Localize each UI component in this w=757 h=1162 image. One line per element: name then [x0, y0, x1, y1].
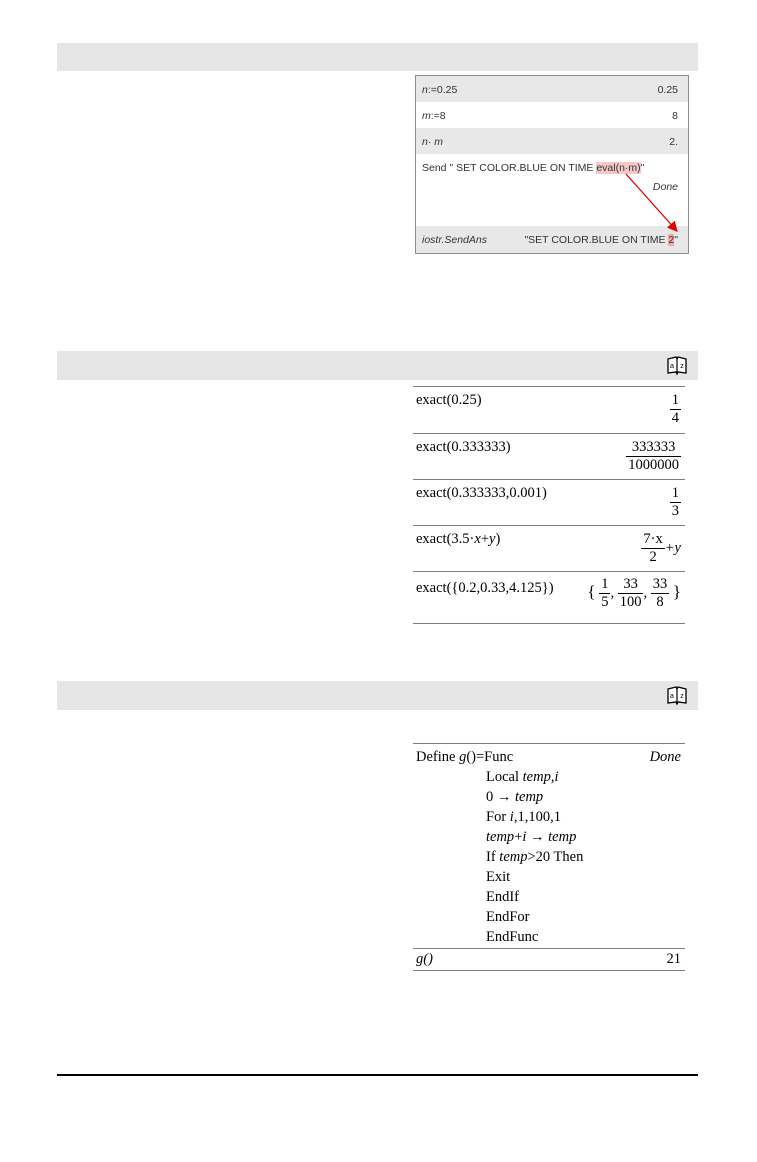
math-result: { $\frac{1}{5}$ , $\frac{33}{100}$ , $\frac{33}{8}$ } — [587, 576, 681, 610]
math-result: $\frac{1}{4}$ — [671, 392, 679, 426]
define-line: Define g()=Func — [416, 749, 514, 765]
table-row — [413, 571, 685, 624]
annotation-arrow — [416, 76, 688, 253]
define-result: Done — [649, 749, 681, 765]
calc-input: n:=0.25 — [422, 84, 458, 96]
call-result: 21 — [666, 951, 681, 967]
code-line: EndFor — [486, 909, 530, 925]
table-row — [413, 433, 685, 480]
math-result: $\frac{1}{3}$ — [671, 485, 679, 519]
math-result: $\frac{333333}{1000000}$ — [628, 439, 679, 473]
math-input: exact(0.333333) — [416, 439, 511, 455]
svg-text:a: a — [670, 363, 674, 370]
code-line: EndFunc — [486, 929, 539, 945]
calc-result: 0.25 — [657, 84, 678, 96]
math-input: exact({0.2,0.33,4.125}) — [416, 580, 554, 596]
row-divider — [413, 948, 685, 949]
svg-text:z: z — [680, 693, 684, 700]
table-row — [413, 479, 685, 526]
book-icon — [666, 356, 688, 376]
math-input: exact(3.5·x+y) — [416, 531, 501, 547]
code-line: If temp>20 Then — [486, 849, 584, 865]
code-line: temp+i → temp — [486, 829, 577, 845]
code-line: EndIf — [486, 889, 520, 905]
exact-examples-table — [413, 386, 685, 622]
math-input: exact(0.333333,0.001) — [416, 485, 547, 501]
code-line: Local temp,i — [486, 769, 559, 785]
calc-result: "SET COLOR.BLUE ON TIME 2" — [524, 234, 678, 246]
call-input: g() — [416, 951, 433, 967]
calc-input: iostr.SendAns — [422, 234, 487, 246]
math-result: $\frac{7\cdot x}{2}$ +y — [643, 531, 681, 565]
program-example — [413, 743, 685, 971]
code-line: 0 → temp — [486, 789, 544, 805]
svg-text:z: z — [680, 363, 684, 370]
code-line: Exit — [486, 869, 511, 885]
math-input: exact(0.25) — [416, 392, 482, 408]
calc-result: Done — [652, 181, 678, 193]
section-header-bar-3 — [57, 681, 698, 710]
section-header-bar-1 — [57, 43, 698, 71]
table-row — [413, 525, 685, 572]
book-icon — [666, 686, 688, 706]
calculator-screenshot — [415, 75, 689, 254]
calc-result: 8 — [672, 110, 678, 122]
svg-text:a: a — [670, 693, 674, 700]
code-line: For i,1,100,1 — [486, 809, 561, 825]
footer-rule — [57, 1074, 698, 1076]
calc-input: Send " SET COLOR.BLUE ON TIME eval(n·m)" — [422, 162, 645, 174]
calc-input: m:=8 — [422, 110, 446, 122]
calc-input: n· m — [422, 136, 443, 148]
section-header-bar-2 — [57, 351, 698, 380]
table-row — [413, 386, 685, 434]
calc-result: 2. — [669, 136, 678, 148]
